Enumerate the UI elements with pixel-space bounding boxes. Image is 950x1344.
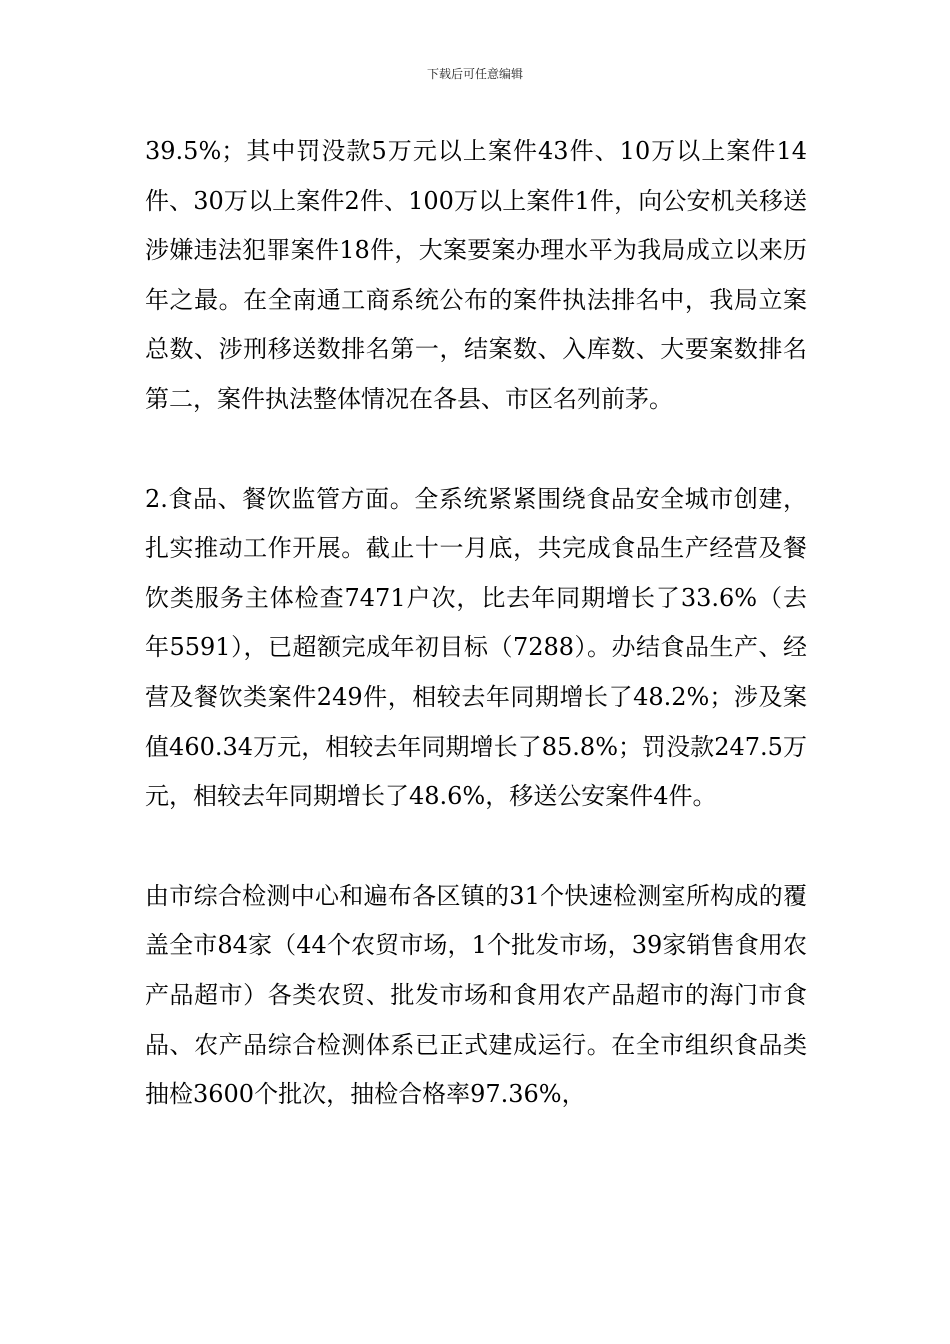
paragraph-case-enforcement: 39.5%；其中罚没款5万元以上案件43件、10万以上案件14件、30万以上案件2件、100万以上案件1件，向公安机关移送涉嫌违法犯罪案件18件，大案要案办理水平为我局成立以来历年之最。在全南通工商系统公布的案件执法排名中，我局立案总数、涉刑移送数排名第一，结案数、入库数、大要案数排名第二，案件执法整体情况在各县、市区名列前茅。 [145, 137, 807, 413]
page-header-note: 下载后可任意编辑 [426, 67, 523, 81]
paragraph-spacer [145, 425, 807, 475]
document-body [145, 127, 807, 1120]
paragraph-spacer [145, 822, 807, 872]
paragraph-food-catering-supervision: 2.食品、餐饮监管方面。全系统紧紧围绕食品安全城市创建，扎实推动工作开展。截止十一月底，共完成食品生产经营及餐饮类服务主体检查7471户次，比去年同期增长了33.6%（去年5591），已超额完成年初目标（7288）。办结食品生产、经营及餐饮类案件249件，相较去年同期增长了48.2%；涉及案值460.34万元，相较去年同期增长了85.8%；罚没款247.5万元，相较去年同期增长了48.6%，移送公安案件4件。 [145, 484, 807, 811]
paragraph-testing-system: 由市综合检测中心和遍布各区镇的31个快速检测室所构成的覆盖全市84家（44个农贸市场，1个批发市场，39家销售食用农产品超市）各类农贸、批发市场和食用农产品超市的海门市食品、农产品综合检测体系已正式建成运行。在全市组织食品类抽检3600个批次，抽检合格率97.36%， [145, 881, 807, 1109]
